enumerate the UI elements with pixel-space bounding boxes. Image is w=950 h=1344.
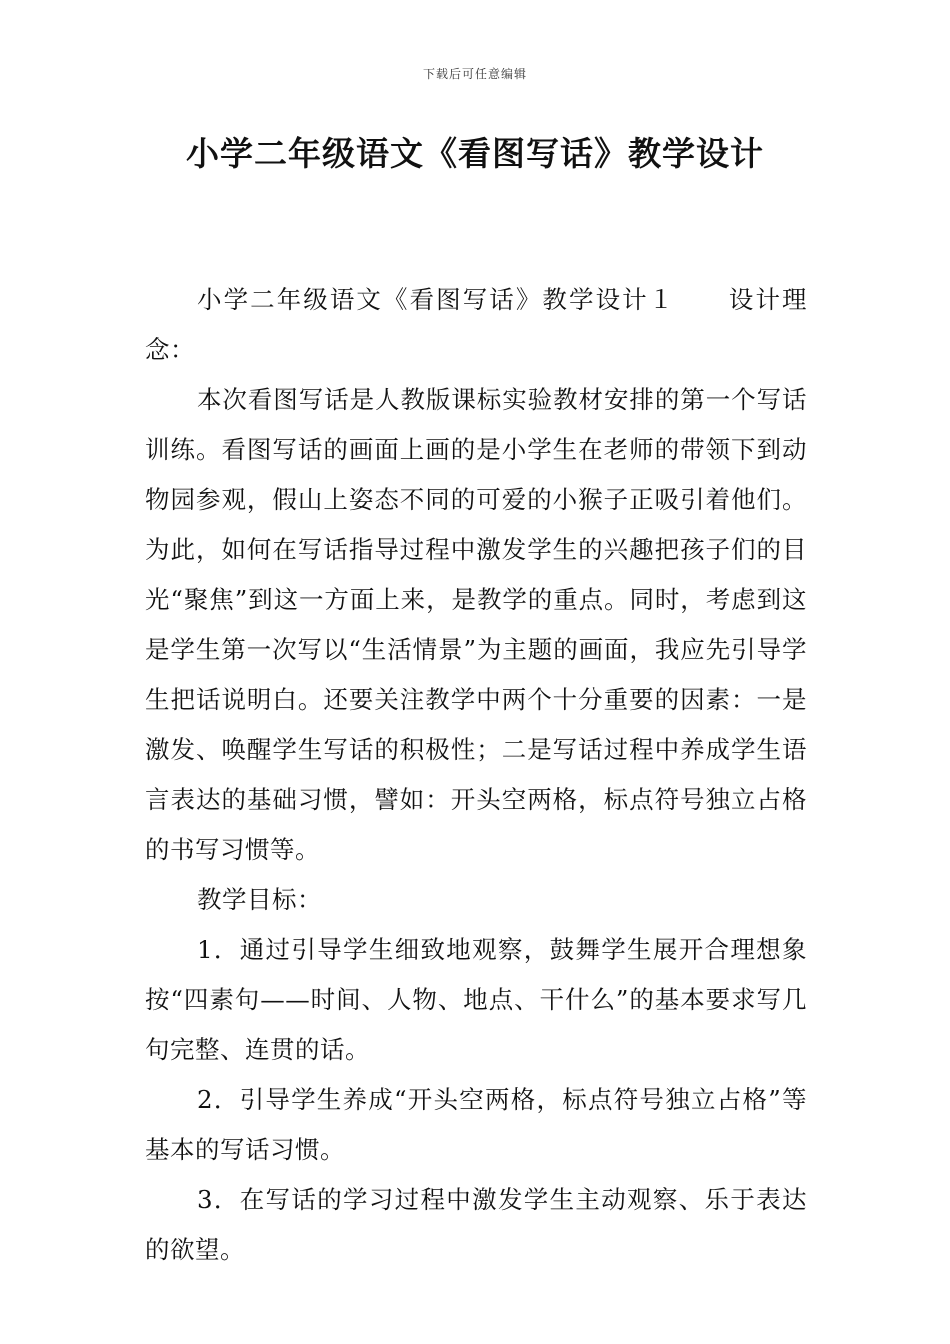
document-title: 小学二年级语文《看图写话》教学设计 (186, 134, 764, 173)
intro-label: 设计理念： (145, 285, 808, 364)
document-body (145, 275, 807, 1275)
concept-paragraph: 本次看图写话是人教版课标实验教材安排的第一个写话训练。看图写话的画面上画的是小学生在老师的带领下到动物园参观，假山上姿态不同的可爱的小猴子正吸引着他们。为此，如何在写话指导过程中激发学生的兴趣把孩子们的目光“聚焦”到这一方面上来，是教学的重点。同时，考虑到这是学生第一次写以“生活情景”为主题的画面，我应先引导学生把话说明白。还要关注教学中两个十分重要的因素：一是激发、唤醒学生写话的积极性；二是写话过程中养成学生语言表达的基础习惯，譬如：开头空两格，标点符号独立占格的书写习惯等。 (145, 385, 807, 864)
goal-item-2: 2．引导学生养成“开头空两格，标点符号独立占格”等基本的写话习惯。 (145, 1085, 807, 1164)
intro-line (145, 275, 807, 375)
goals-heading: 教学目标： (197, 885, 322, 914)
intro-subtitle: 小学二年级语文《看图写话》教学设计１ (197, 285, 676, 314)
goal-item-1: 1．通过引导学生细致地观察，鼓舞学生展开合理想象按“四素句——时间、人物、地点、干什么”的基本要求写几句完整、连贯的话。 (145, 935, 807, 1064)
goal-item-3: 3．在写话的学习过程中激发学生主动观察、乐于表达的欲望。 (145, 1185, 807, 1264)
header-note: 下载后可任意编辑 (422, 67, 527, 81)
